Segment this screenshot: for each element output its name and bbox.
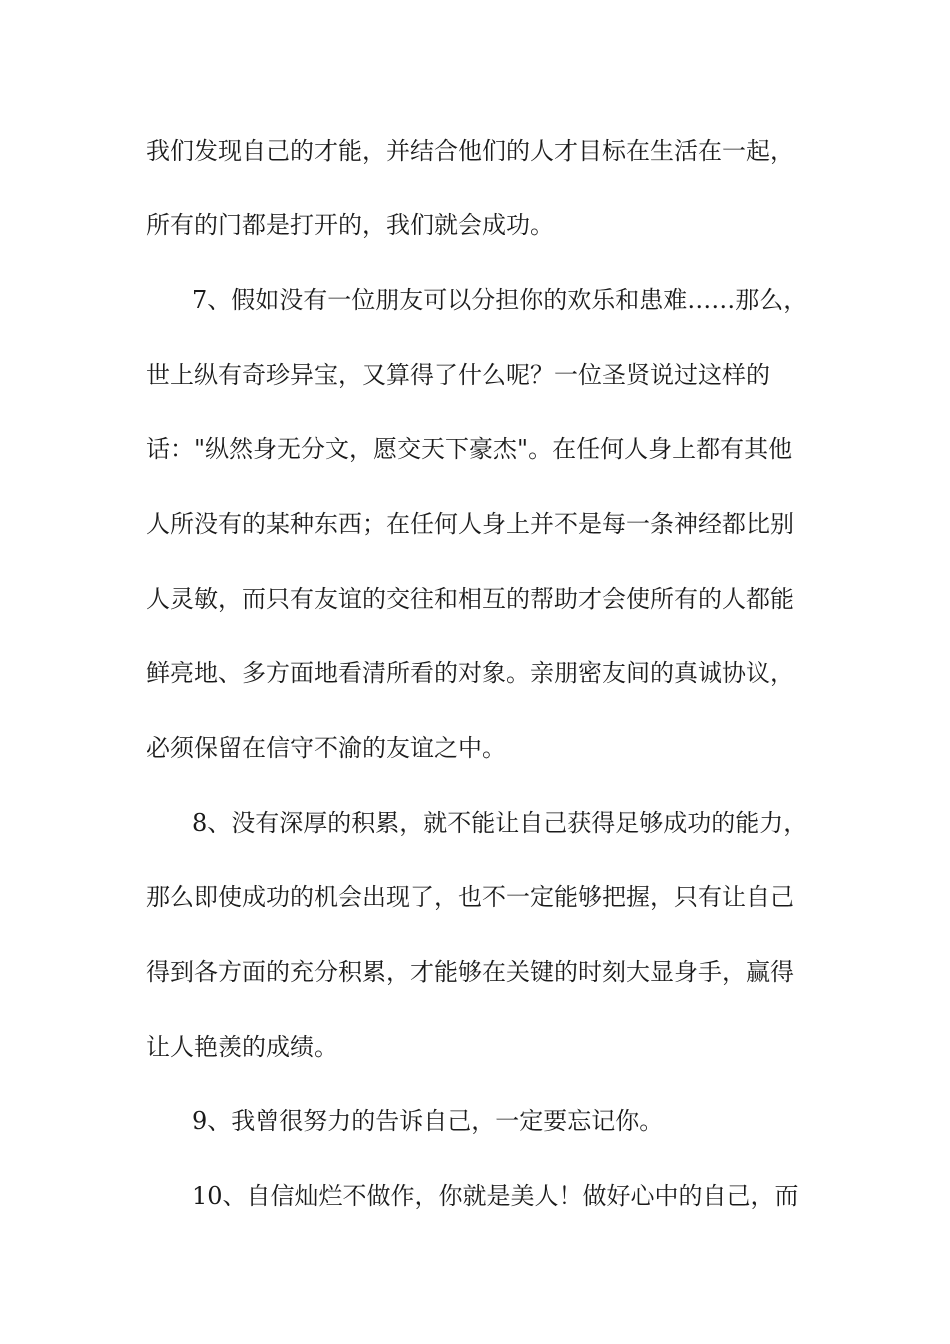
text-line: 鲜亮地、多方面地看清所看的对象。亲朋密友间的真诚协议， bbox=[146, 659, 794, 687]
paragraph-7-start: 7、假如没有一位朋友可以分担你的欢乐和患难……那么， bbox=[192, 286, 808, 314]
paragraph-8-start: 8、没有深厚的积累，就不能让自己获得足够成功的能力， bbox=[192, 809, 808, 837]
text-line: 世上纵有奇珍异宝，又算得了什么呢？一位圣贤说过这样的 bbox=[146, 361, 770, 389]
text-line: 话："纵然身无分文，愿交天下豪杰"。在任何人身上都有其他 bbox=[146, 435, 793, 463]
text-line: 人灵敏，而只有友谊的交往和相互的帮助才会使所有的人都能 bbox=[146, 585, 794, 613]
text-line: 让人艳羡的成绩。 bbox=[146, 1033, 338, 1061]
paragraph-9: 9、我曾很努力的告诉自己，一定要忘记你。 bbox=[192, 1107, 664, 1135]
text-line: 人所没有的某种东西；在任何人身上并不是每一条神经都比别 bbox=[146, 510, 794, 538]
text-line: 我们发现自己的才能，并结合他们的人才目标在生活在一起， bbox=[146, 137, 794, 165]
text-line: 必须保留在信守不渝的友谊之中。 bbox=[146, 734, 506, 762]
text-line: 得到各方面的充分积累，才能够在关键的时刻大显身手，赢得 bbox=[146, 958, 794, 986]
text-line: 所有的门都是打开的，我们就会成功。 bbox=[146, 211, 554, 239]
paragraph-10-start: 10、自信灿烂不做作，你就是美人！做好心中的自己，而 bbox=[192, 1182, 799, 1210]
text-line: 那么即使成功的机会出现了，也不一定能够把握，只有让自己 bbox=[146, 883, 794, 911]
